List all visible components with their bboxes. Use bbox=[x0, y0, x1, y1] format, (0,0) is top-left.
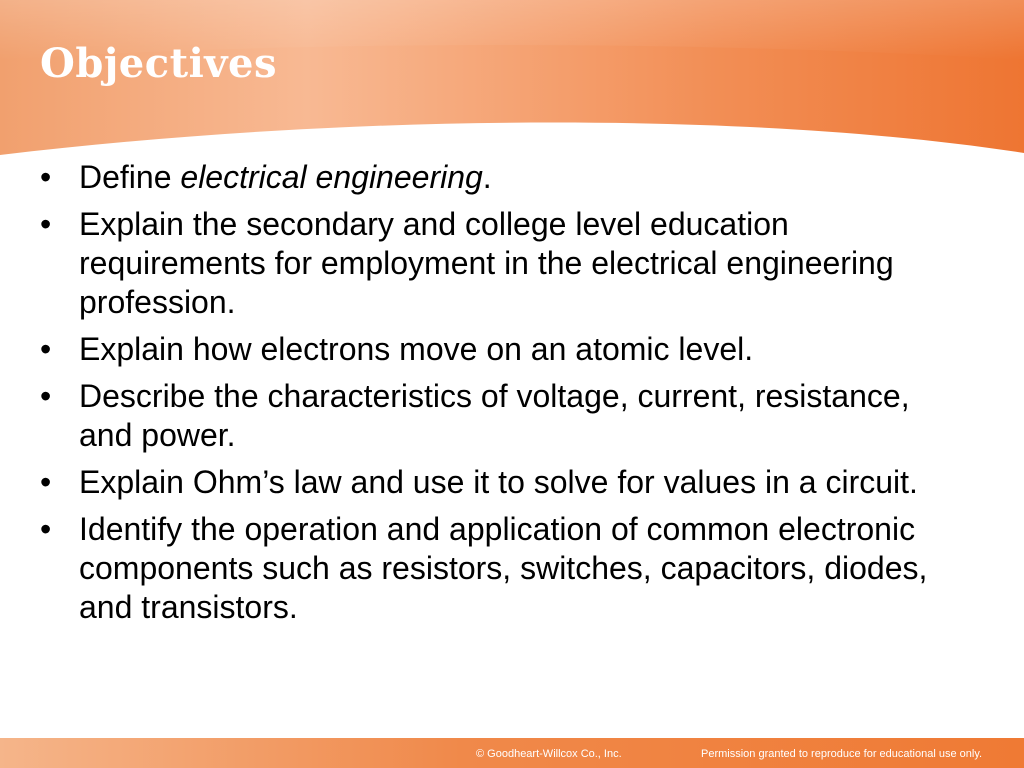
bullet-electrical-characteristics bbox=[40, 377, 970, 455]
bullet-electron-movement bbox=[40, 330, 970, 369]
bullet-education-requirements bbox=[40, 205, 970, 322]
bullet-marker: • bbox=[40, 464, 52, 500]
bullet-ohms-law bbox=[40, 463, 970, 502]
bullet-text: Describe the characteristics of voltage, current, resistance, and power. bbox=[79, 378, 910, 453]
slide-title: Objectives bbox=[40, 40, 277, 87]
objectives-list bbox=[40, 158, 970, 635]
bullet-marker: • bbox=[40, 159, 52, 195]
copyright-notice: © Goodheart-Willcox Co., Inc. bbox=[476, 748, 622, 760]
footer-bar bbox=[0, 738, 1024, 768]
bullet-electronic-components bbox=[40, 510, 970, 627]
bullet-define-electrical-engineering bbox=[40, 158, 970, 197]
bullet-marker: • bbox=[40, 331, 52, 367]
bullet-text-end: . bbox=[482, 159, 492, 195]
bullet-marker: • bbox=[40, 206, 52, 242]
bullet-text: Explain the secondary and college level education requirements for employment in the electrical engineering profession. bbox=[79, 206, 894, 320]
bullet-emphasis: electrical engineering bbox=[180, 159, 483, 195]
bullet-text: Identify the operation and application of common electronic components such as resistors, switches, capacitors, diodes, and transistors. bbox=[79, 511, 928, 625]
bullet-text: Explain how electrons move on an atomic level. bbox=[79, 331, 754, 367]
bullet-marker: • bbox=[40, 511, 52, 547]
bullet-text: Explain Ohm’s law and use it to solve for values in a circuit. bbox=[79, 464, 918, 500]
bullet-marker: • bbox=[40, 378, 52, 414]
bullet-text: Define bbox=[79, 159, 181, 195]
permission-notice: Permission granted to reproduce for educational use only. bbox=[701, 748, 983, 760]
